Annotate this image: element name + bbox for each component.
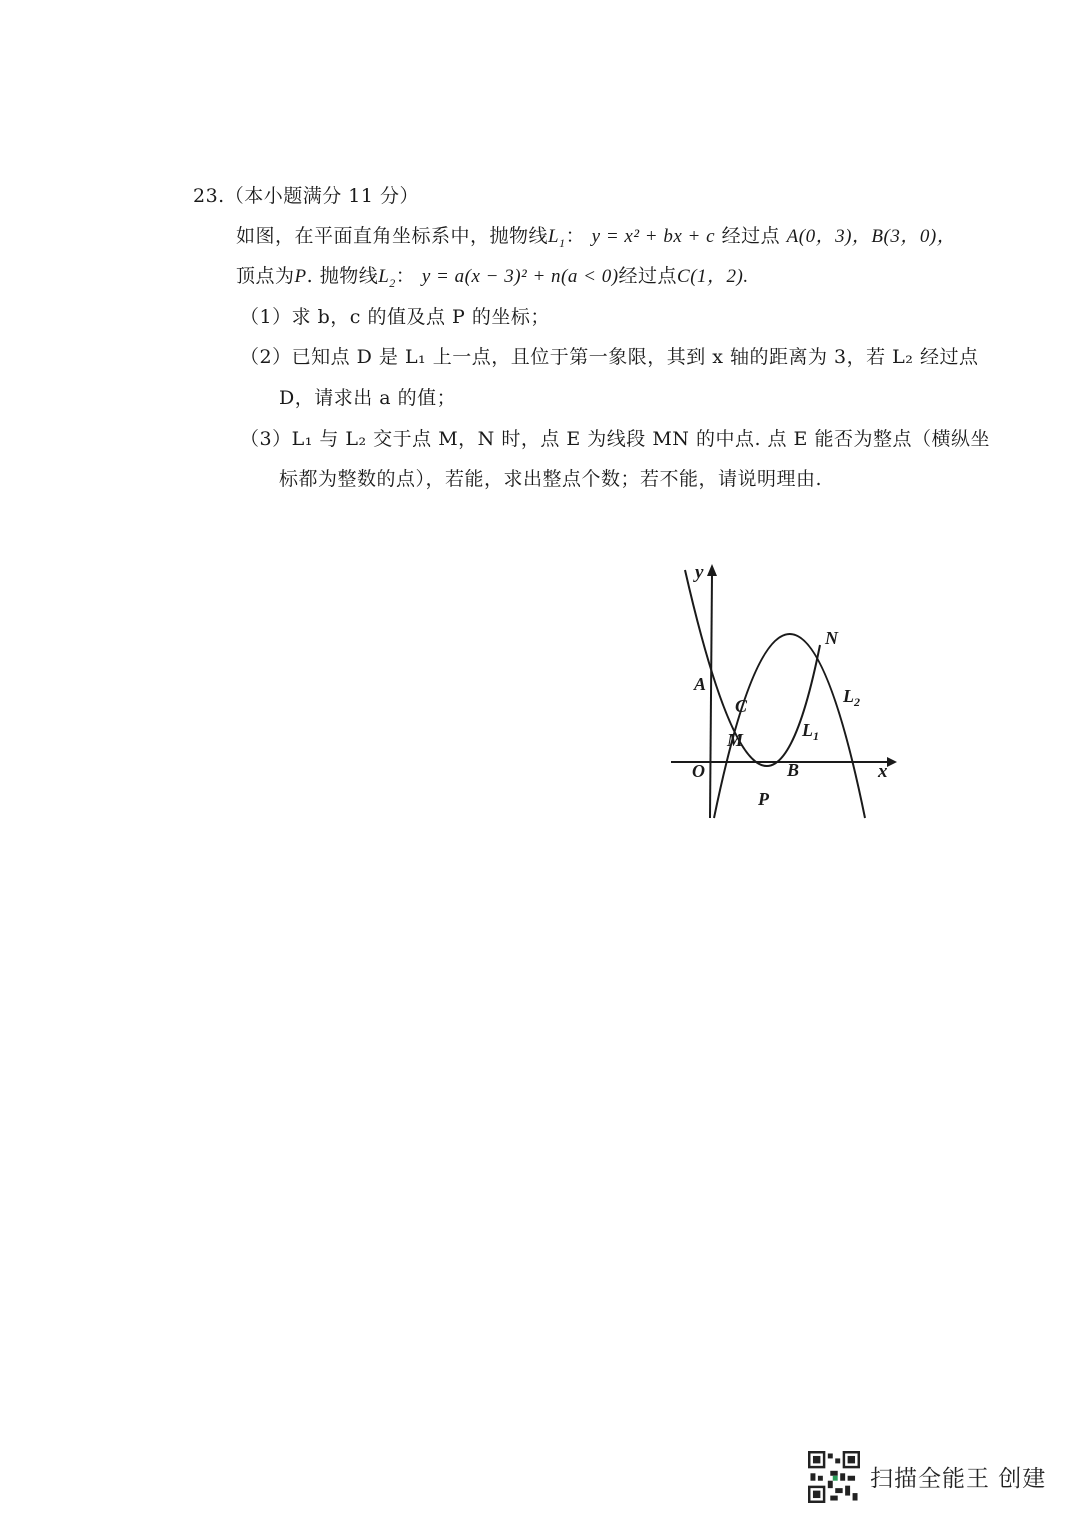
l2-curve-label: $L_2$ <box>843 686 860 709</box>
score-note: （本小题满分 11 分） <box>224 185 419 207</box>
question-2-line-2: D，请求出 a 的值； <box>279 387 457 409</box>
point-n-label: N <box>825 628 838 648</box>
point-p: P <box>294 266 307 287</box>
l1-label: $L_1$ <box>548 226 566 250</box>
x-axis-arrow <box>887 757 897 767</box>
point-c: C(1，2). <box>677 266 749 287</box>
points-a-b: A(0，3)，B(3，0)， <box>786 226 957 247</box>
origin-label: O <box>692 761 705 781</box>
vertex-text: 顶点为 <box>236 265 295 287</box>
intro-line-2 <box>236 261 749 291</box>
y-axis <box>710 574 712 818</box>
l2-label: $L_2$ <box>378 266 396 290</box>
x-axis-label: x <box>878 761 888 782</box>
question-2-line-1: （2）已知点 D 是 L₁ 上一点，且位于第一象限，其到 x 轴的距离为 3，若 L₂ 经过点 <box>240 346 979 368</box>
l1-curve-label: $L_1$ <box>802 720 819 743</box>
parabola-text: . 抛物线 <box>306 265 379 287</box>
scanner-app-credit: 扫描全能王 创建 <box>870 1466 1047 1492</box>
question-1: （1）求 b，c 的值及点 P 的坐标； <box>240 306 550 328</box>
colon: ： <box>395 265 416 287</box>
parabola-l1 <box>685 570 820 766</box>
point-p-label: P <box>758 789 769 809</box>
point-m-label: M <box>727 730 744 750</box>
problem-number: 23. <box>193 185 225 207</box>
y-axis-arrow <box>707 564 717 576</box>
qr-code-icon <box>808 1451 860 1503</box>
l1-equation: y = x² + bx + c <box>591 226 716 247</box>
parabola-l2 <box>714 634 865 818</box>
intro-line-1 <box>236 221 956 251</box>
scanner-watermark <box>808 1448 1058 1508</box>
point-c-label: C <box>735 696 748 716</box>
l2-equation: y = a(x − 3)² + n(a < 0) <box>421 266 619 287</box>
colon: ： <box>565 225 586 247</box>
problem-header <box>193 181 419 208</box>
question-3-line-2: 标都为整数的点），若能，求出整点个数；若不能，请说明理由. <box>279 468 823 490</box>
point-b-label: B <box>787 760 800 780</box>
y-axis-label: y <box>695 562 704 583</box>
passes-through-text: 经过点 <box>721 225 781 247</box>
question-3-line-1: （3）L₁ 与 L₂ 交于点 M，N 时，点 E 为线段 MN 的中点. 点 E 能否为整点（横纵坐 <box>240 428 990 450</box>
parabola-figure <box>665 560 905 830</box>
passes-through-text: 经过点 <box>618 265 678 287</box>
intro-text: 如图，在平面直角坐标系中，抛物线 <box>236 225 549 247</box>
point-a-label: A <box>694 674 707 694</box>
